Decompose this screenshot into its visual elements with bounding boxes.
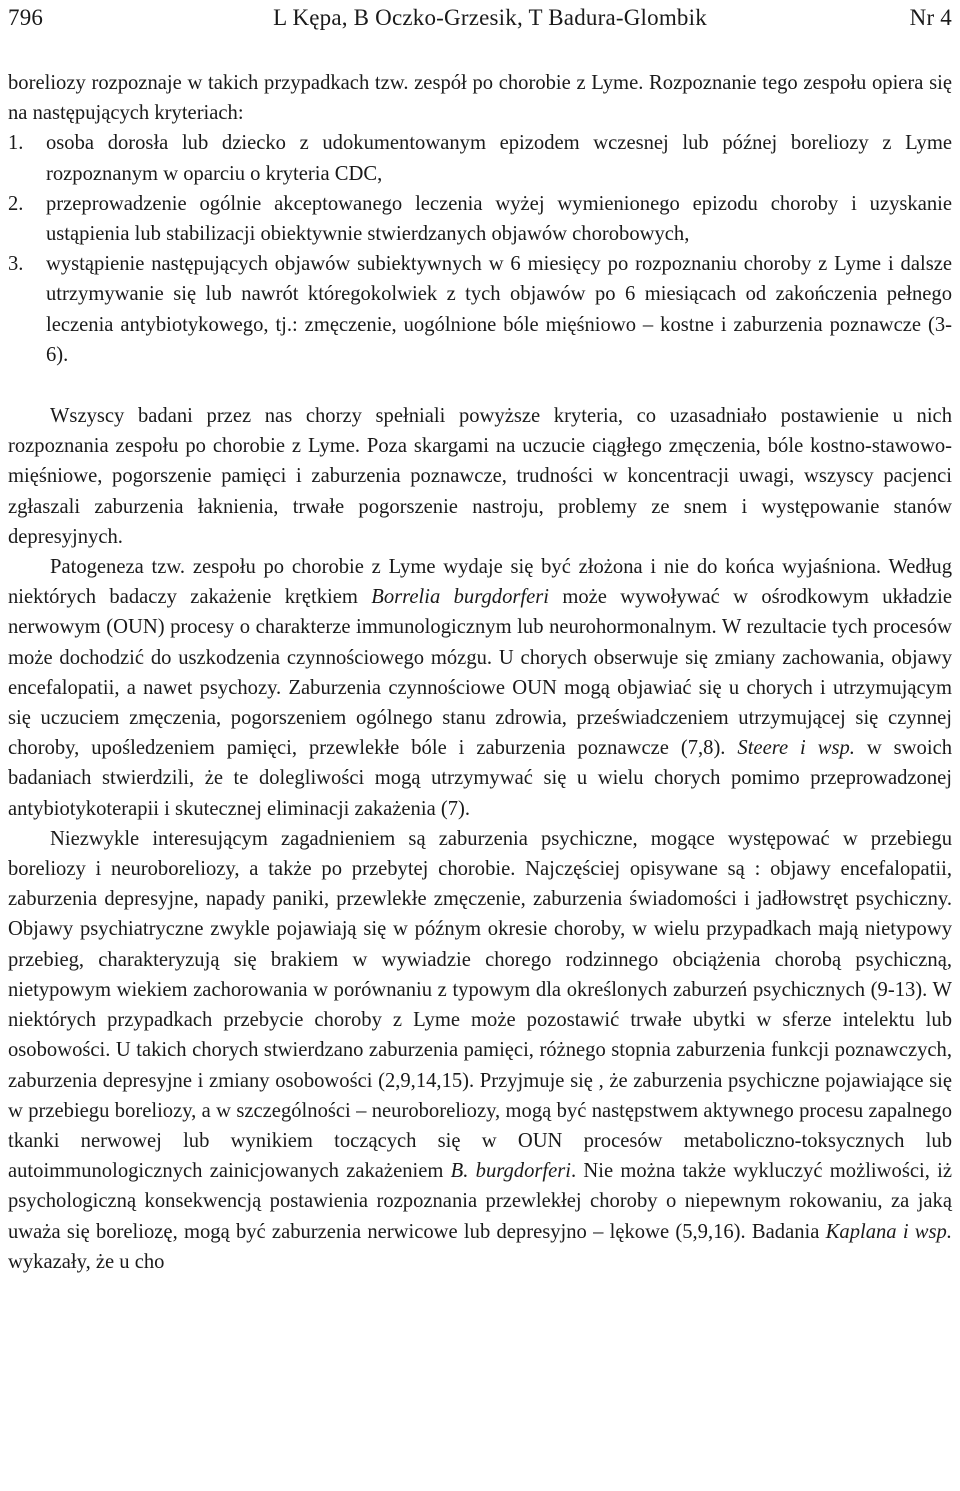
paragraph-pathogenesis <box>8 552 952 824</box>
paragraph-text: może wywoływać w ośrodkowym układzie nerwowym (OUN) procesy o charakterze immunologicznym lub neurohormonalnym. W rezultacie tych procesów może dochodzić do uszkodzenia czynnościowego mózgu. U chorych obserwuje się zmiany zachowania, objawy encefalopatii, a nawet psychozy. Zaburzenia czynnościowe OUN mogą objawiać się u chorych i utrzymującym się uczuciem zmęczenia, pogorszeniem ogólnego stanu zdrowia, przeświadczeniem utrzymującej się czynnej choroby, upośledzeniem pamięci, przewlekłe bóle i zaburzenia poznawcze (7,8). <box>8 586 952 760</box>
paragraph-patient-findings: Wszyscy badani przez nas chorzy spełniali powyższe kryteria, co uzasadniało postawienie u nich rozpoznania zespołu po chorobie z Lyme. Poza skargami na uczucie ciągłego zmęczenia, bóle kostno-stawowo-mięśniowe, pogorszenie pamięci i zaburzenia poznawcze, trudności w koncentracji uwagi, wszyscy pacjenci zgłaszali zaburzenia łaknienia, trwałe pogorszenie nastroju, problemy ze snem i występowanie stanów depresyjnych. <box>8 405 952 548</box>
species-name: B. burgdorferi <box>450 1160 571 1183</box>
criteria-item-number: 2. <box>8 192 24 215</box>
journal-issue: Nr 4 <box>909 5 952 30</box>
citation-authors: Steere i wsp. <box>737 737 855 760</box>
criteria-section <box>8 68 952 370</box>
page-number: 796 <box>8 5 44 30</box>
criteria-item-text: przeprowadzenie ogólnie akceptowanego leczenia wyżej wymienionego epizodu choroby i uzyskanie ustąpienia lub stabilizacji obiektywnie stwierdzanych objawów chorobowych, <box>46 192 952 246</box>
paragraph-text: wykazały, że u cho <box>8 1250 165 1273</box>
paragraph-text: Niezwykle interesującym zagadnieniem są zaburzenia psychiczne, mogące występować w przebiegu boreliozy i neuroboreliozy, a także po przebytej chorobie. Najczęściej opisywane są : objawy encefalopatii, zaburzenia depresyjne, napady paniki, przewlekłe zmęczenie, zaburzenia świadomości i jadłowstręt psychiczny. Objawy psychiatryczne zwykle pojawiają się w późnym okresie choroby, w wielu przypadkach mają nietypowy przebieg, charakteryzują się brakiem w wywiadzie chorego rodzinnego obciążenia chorobą psychiczną, nietypowym wiekiem zachorowania w porównaniu z typowym dla określonych zaburzeń psychicznych (9-13). W niektórych przypadkach przebycie choroby z Lyme może pozostawić trwałe ubytki w sferze intelektu lub osobowości. U takich chorych stwierdzano zaburzenia pamięci, różnego stopnia zaburzenia funkcji poznawczych, zaburzenia depresyjne i zmiany osobowości (2,9,14,15). Przyjmuje się , że zaburzenia psychiczne pojawiające się w przebiegu boreliozy, a w szczególności – neuroboreliozy, mogą być następstwem aktywnego procesu zapalnego tkanki nerwowej lub wynikiem toczących się w OUN procesów metaboliczno-toksycznych lub autoimmunologicznych zainicjowanych zakażeniem <box>8 827 952 1183</box>
criteria-item-number: 1. <box>8 132 24 155</box>
running-header-authors: L Kępa, B Oczko-Grzesik, T Badura-Glombik <box>273 5 707 30</box>
criteria-item <box>8 249 952 370</box>
criteria-item-text: osoba dorosła lub dziecko z udokumentowanym epizodem wczesnej lub późnej boreliozy z Lyme rozpoznanym w oparciu o kryteria CDC, <box>46 132 952 185</box>
citation-authors: Kaplana i wsp. <box>825 1220 953 1243</box>
criteria-item <box>8 189 952 249</box>
paragraph-psychiatric-disorders <box>8 824 952 1277</box>
intro-paragraph: boreliozy rozpoznaje w takich przypadkach tzw. zespół po chorobie z Lyme. Rozpoznanie tego zespołu opiera się na następujących kryteriach: <box>8 72 952 125</box>
criteria-item-text: wystąpienie następujących objawów subiektywnych w 6 miesięcy po rozpoznaniu choroby z Lyme i dalsze utrzymywanie się lub nawrót któregokolwiek z tych objawów po 6 miesiącach od zakończenia pełnego leczenia antybiotykowego, tj.: zmęczenie, uogólnione bóle mięśniowo – kostne i zaburzenia poznawcze (3-6). <box>46 253 952 366</box>
paragraph-text: w swoich badaniach stwierdzili, że te dolegliwości mogą utrzymywać się u wielu chorych pomimo przeprowadzonej antybiotykoterapii i skutecznej eliminacji zakażenia (7). <box>8 737 953 820</box>
paragraph-text: . Nie można także wykluczyć możliwości, iż psychologiczną konsekwencją postawienia rozpoznania przewlekłej choroby o niepewnym rokowaniu, za jaką uważa się boreliozę, mogą być zaburzenia nerwicowe lub depresyjno – lękowe (5,9,16). Badania <box>8 1160 952 1243</box>
species-name: Borrelia burgdorferi <box>371 586 549 609</box>
criteria-item <box>8 128 952 188</box>
paragraph-text: Patogeneza tzw. zespołu po chorobie z Lyme wydaje się być złożona i nie do końca wyjaśniona. Według niektórych badaczy zakażenie krętkiem <box>8 556 952 609</box>
document-page <box>8 0 952 1277</box>
running-header <box>8 0 952 36</box>
criteria-item-number: 3. <box>8 253 24 276</box>
criteria-list <box>8 128 952 370</box>
body-text <box>8 401 952 1277</box>
